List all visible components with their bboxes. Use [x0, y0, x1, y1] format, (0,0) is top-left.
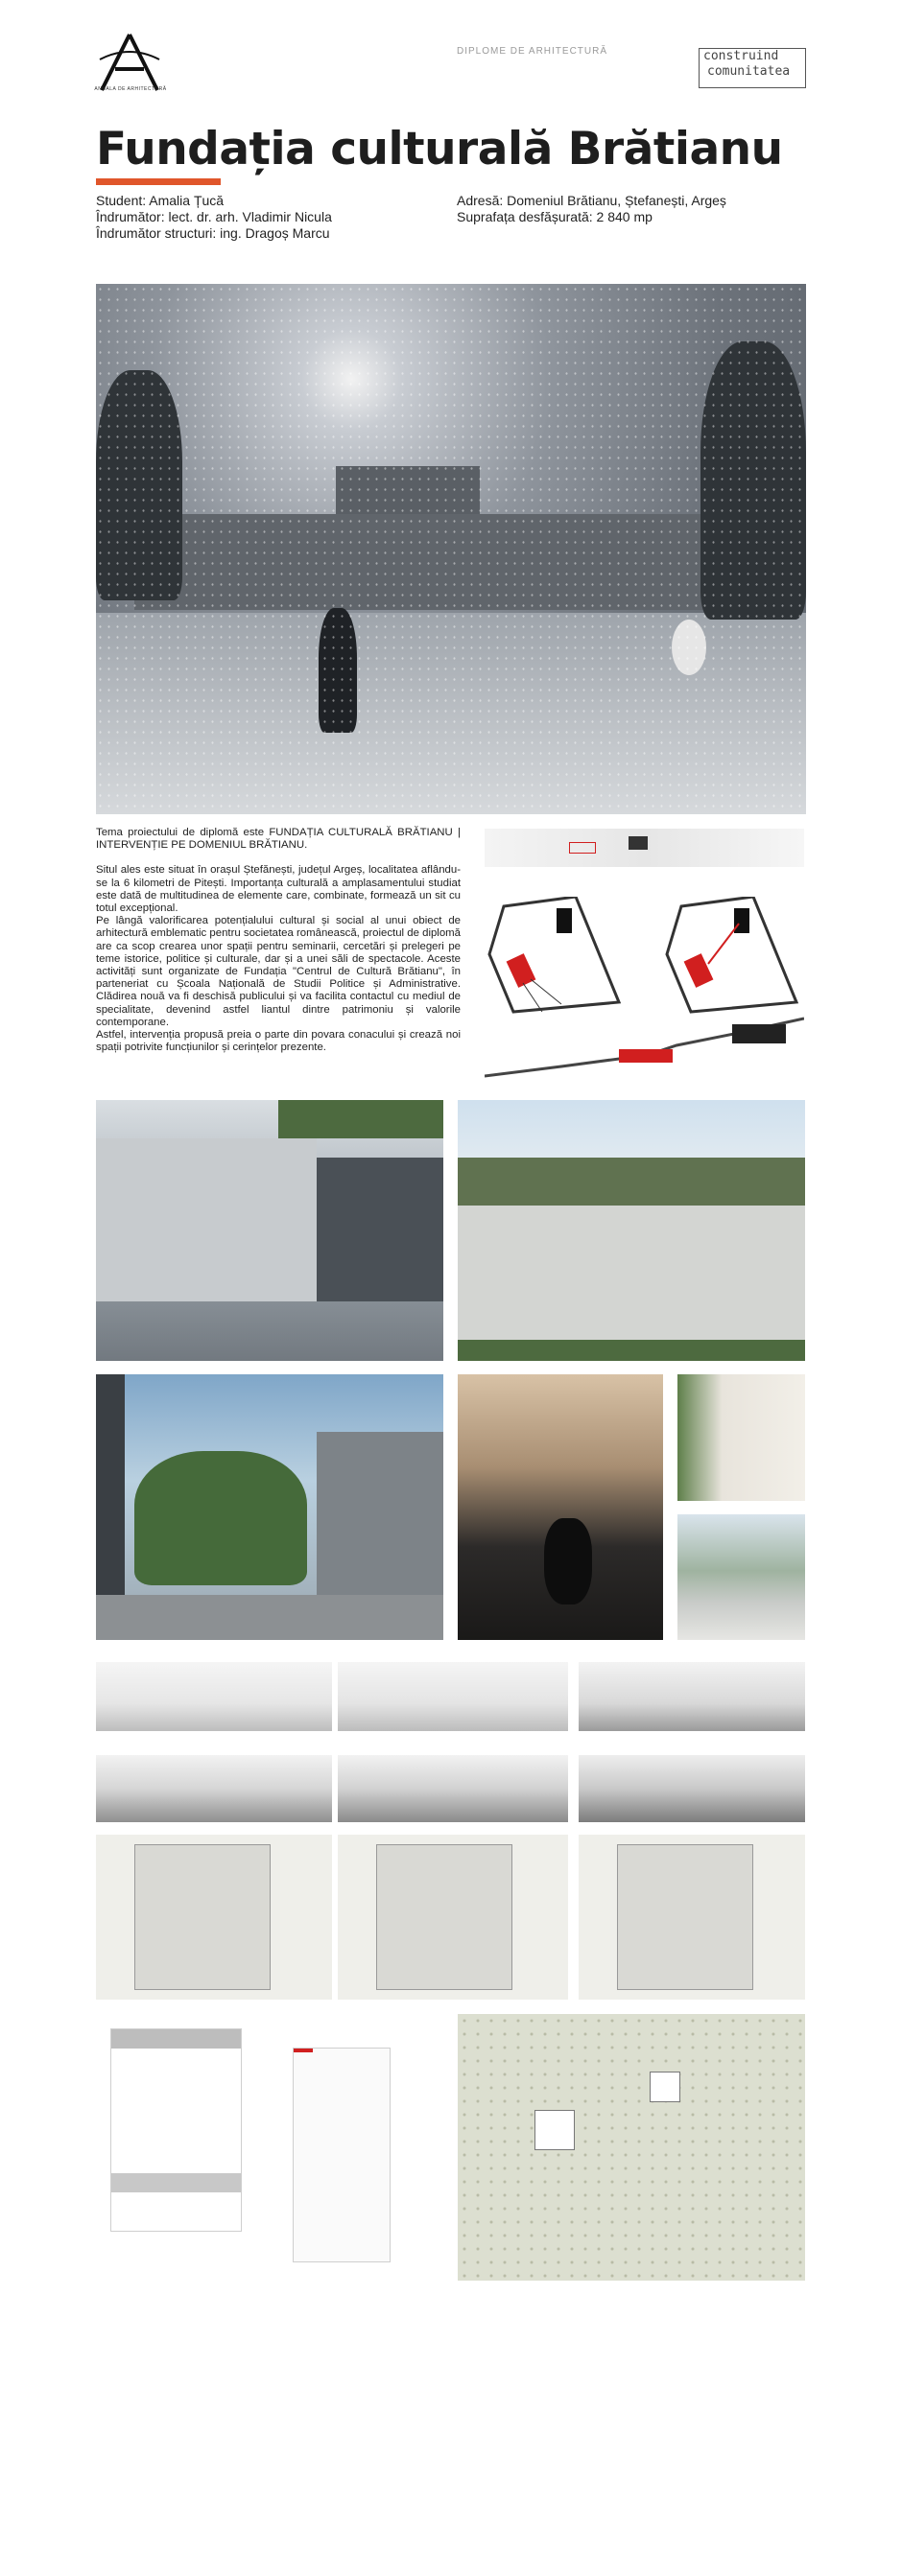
stone-wall-ground [458, 1340, 805, 1361]
elevation-drawing-3 [579, 1755, 805, 1822]
series-label: DIPLOME DE ARHITECTURĂ [457, 46, 608, 57]
facade-glazing-middle [111, 2173, 241, 2192]
intro-paragraph-3: Pe lângă valorificarea potențialului cultural și social al unui obiect de arhitectură emblematic pentru societatea românească, proiectul de diplomă are ca scop crearea unor spații pentru seminarii, cercetări și prelegeri pe teme istorice, politice și culturale, dar și a unei săli de spectacole. Aceste activități sunt organizate de Fundația "Centrul de Cultură Brătianu", în parteneriat cu Școala Națională de Studii Politice și Administrative. Clădirea nouă va fi deschisă publicului și va facilita contactul cu mediul de specialitate, devenind astfel liantul dintre patrimoniu și valorile contemporane. [96, 915, 461, 1028]
facade-detail [110, 2028, 242, 2232]
master-plan-manor [650, 2072, 680, 2102]
structures-coordinator: Îndrumător structuri: ing. Dragoș Marcu [96, 225, 330, 241]
site-plan-diagram-2 [662, 897, 806, 1021]
wall-section-red-mark [294, 2049, 313, 2052]
entrance-ground [96, 1595, 443, 1640]
section-drawing-1 [96, 1662, 332, 1731]
stone-wall-hills [458, 1158, 805, 1206]
credits-right [457, 193, 726, 225]
courtyard-glazing [317, 1158, 443, 1301]
project-address: Adresă: Domeniul Brătianu, Ștefanești, Argeș [457, 193, 726, 208]
project-title: Fundația culturală Brătianu [96, 123, 783, 176]
floor-plan-1-building [134, 1844, 271, 1990]
facade-glazing-top [111, 2029, 241, 2049]
credits-left [96, 193, 332, 242]
coordinator-name: Îndrumător: lect. dr. arh. Vladimir Nicula [96, 209, 332, 224]
site-panorama-diagram [485, 829, 804, 867]
section-drawing-2 [338, 1662, 568, 1731]
school-logo [96, 31, 163, 94]
intro-paragraph-1: Tema proiectului de diplomă este FUNDAȚIA CULTURALĂ BRĂTIANU | INTERVENȚIE PE DOMENIUL BRĂTIANU. [96, 827, 461, 852]
render-cafe-interior [677, 1374, 805, 1501]
badge-line-2: comunitatea [707, 64, 791, 79]
render-terrace [677, 1514, 805, 1640]
intro-paragraph-2: Situl ales este situat în orașul Ștefănești, județul Argeș, localitatea aflându-se la 6 kilometri de Pitești. Importanța culturală a amplasamentului studiat este dată de multitudinea de elemente care, combinate, formează un sit cu totul excepțional. [96, 864, 461, 915]
elevation-drawing-1 [96, 1755, 332, 1822]
floor-plan-1 [96, 1835, 332, 2000]
hero-winter-render [96, 284, 806, 814]
render-courtyard [96, 1100, 443, 1361]
panorama-building [629, 836, 648, 850]
hall-dancer [544, 1518, 592, 1604]
render-stone-wall [458, 1100, 805, 1361]
intro-paragraph-4: Astfel, intervenția propusă preia o parte din povara conacului și crează noi spații potrivite funcțiunilor și cerințelor prezente. [96, 1029, 461, 1054]
construind-comunitatea-badge [699, 48, 806, 88]
site-plan-diagram-1 [485, 897, 629, 1021]
courtyard-facade [96, 1138, 317, 1301]
master-plan-new-building [534, 2110, 575, 2150]
floor-plan-2 [338, 1835, 568, 2000]
floor-plan-3 [579, 1835, 805, 2000]
panorama-red-marker [569, 842, 596, 854]
stone-wall-block [458, 1206, 805, 1340]
site-master-plan [458, 2014, 805, 2281]
title-underline [96, 178, 221, 185]
courtyard-trees [278, 1100, 443, 1138]
floor-plan-2-building [376, 1844, 512, 1990]
project-area: Suprafața desfășurată: 2 840 mp [457, 209, 653, 224]
wall-section-detail [293, 2048, 391, 2262]
render-performance-hall [458, 1374, 663, 1640]
floor-plan-3-building [617, 1844, 753, 1990]
badge-line-1: construind [703, 49, 779, 63]
elevation-drawing-2 [338, 1755, 568, 1822]
hero-snowfall [96, 284, 806, 814]
section-drawing-3 [579, 1662, 805, 1731]
intro-text [96, 827, 461, 1054]
entrance-trees [134, 1451, 307, 1585]
logo-caption: ANUALA DE ARHITECTURĂ [94, 86, 167, 92]
student-name: Student: Amalia Țucă [96, 193, 225, 208]
site-section-diagram [485, 1017, 804, 1084]
render-entrance [96, 1374, 443, 1640]
